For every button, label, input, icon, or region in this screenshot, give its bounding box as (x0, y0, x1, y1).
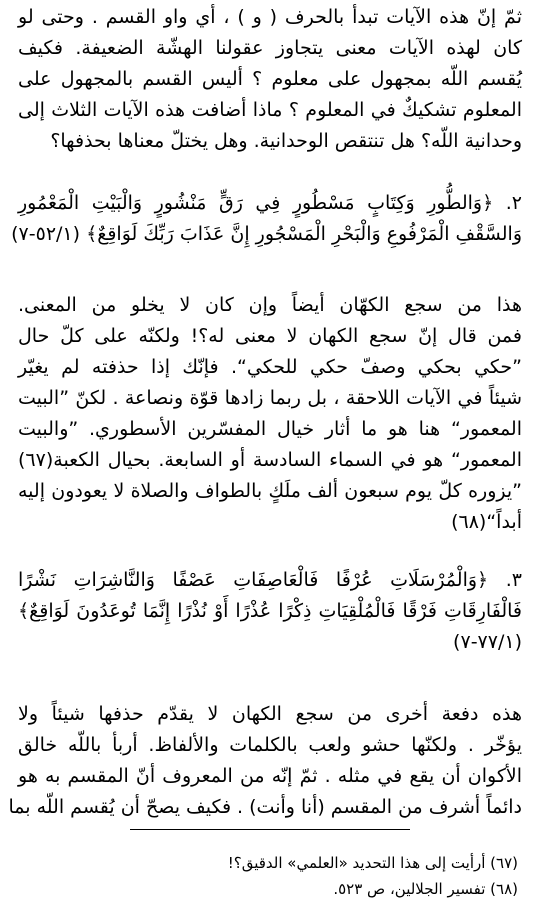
footnote-67: (٦٧) أرأيت إلى هذا التحديد «العلمي» الدقيق؟! (227, 854, 518, 872)
paragraph-2-line: فمن قال إنّ سجع الكهان لا معنى له؟! ولكنّه على كلّ حال (18, 325, 522, 347)
verse-2-line: وَالسَّقْفِ الْمَرْفُوعِ وَالْبَحْرِ الْمَسْجُورِ إِنَّ عَذَابَ رَبِّكَ لَوَاقِعٌ﴾ (٥٢/١-٧) (11, 223, 522, 245)
paragraph-2-line: أبداً“(٦٨) (451, 511, 522, 533)
paragraph-1-line: وحدانية اللّه؟ هل تنتقص الوحدانية. وهل يختلّ معناها بحذفها؟ (50, 130, 522, 152)
paragraph-2-line: المعمور“ هنا هو ما أثار خيال المفسّرين الأسطوري. ”والبيت (18, 418, 522, 440)
verse-3-line: (٧٧/١-٧) (453, 631, 522, 653)
paragraph-2-line: هذا من سجع الكهّان أيضاً وإن كان لا يخلو من المعنى. (18, 294, 522, 316)
footnote-68: (٦٨) تفسير الجلالين، ص ٥٢٣. (333, 880, 518, 898)
verse-3-line: فَالْفَارِقَاتِ فَرْقًا فَالْمُلْقِيَاتِ ذِكْرًا عُذْرًا أَوْ نُذْرًا إِنَّمَا تُوعَدُونَ لَوَاقِعٌ﴾ (18, 600, 522, 622)
paragraph-3-line: هذه دفعة أخرى من سجع الكهان لا يقدّم حذفها شيئاً ولا (18, 703, 522, 725)
paragraph-3-line: دائماً أشرف من المقسم (أنا وأنت) . فكيف يصحّ أن يُقسم اللّه بما (8, 796, 522, 818)
paragraph-2-line: المعمور“ هو في السماء السادسة أو السابعة. بحيال الكعبة(٦٧) (18, 449, 522, 471)
paragraph-3-line: يؤخّر . ولكنّها حشو ولعب بالكلمات والألفاظ. أربأ باللّه خالق (18, 734, 522, 756)
paragraph-2-line: ”حكي بحكي وصفّ حكي للحكي“. فإنّك إذا حذفته لم يغيّر (18, 356, 522, 378)
paragraph-1-line: كان لهذه الآيات معنى يتجاوز عقولنا الهشّة الضعيفة. فكيف (18, 37, 522, 59)
paragraph-3-line: الأكوان أن يقع في مثله . ثمّ إنّه من المعروف أنّ المقسم به هو (18, 765, 522, 787)
footnote-divider (130, 829, 410, 830)
paragraph-1-line: المعلوم تشكيكٌ في المعلوم ؟ ماذا أضافت هذه الآيات الثلاث إلى (18, 99, 522, 121)
verse-3-line: ٣. ﴿وَالْمُرْسَلَاتِ عُرْفًا فَالْعَاصِفَاتِ عَصْفًا وَالنَّاشِرَاتِ نَشْرًا (18, 569, 522, 591)
verse-2-line: ٢. ﴿وَالطُّورِ وَكِتَابٍ مَسْطُورٍ فِي رَقٍّ مَنْشُورٍ وَالْبَيْتِ الْمَعْمُورِ (18, 192, 522, 214)
paragraph-1-line: ثمّ إنّ هذه الآيات تبدأ بالحرف ( و ) ، أي واو القسم . وحتى لو (18, 6, 522, 28)
paragraph-1-line: يُقسم اللّه بمجهول على معلوم ؟ أليس القسم بالمجهول على (18, 68, 522, 90)
paragraph-2-line: شيئاً في الآيات اللاحقة ، بل ربما زادها قوّة ونصاعة . لكنّ ”البيت (18, 387, 522, 409)
paragraph-2-line: ”يزوره كلّ يوم سبعون ألف ملَكٍ بالطواف والصلاة لا يعودون إليه (18, 480, 522, 502)
